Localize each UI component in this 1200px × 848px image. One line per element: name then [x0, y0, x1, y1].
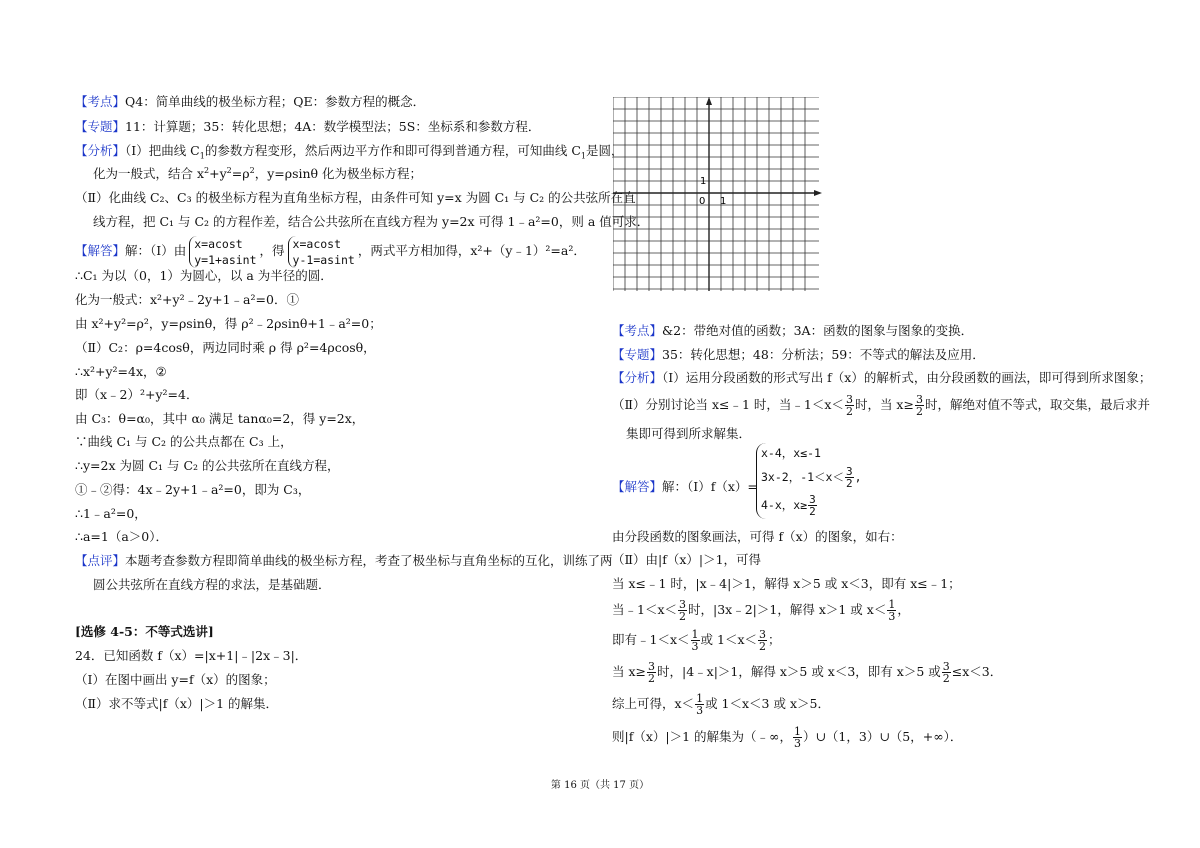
right-fenxi-2: （Ⅱ）分别讨论当 x≤﹣1 时，当﹣1＜x＜ $\frac{3}{2}$ 时，当 x≥ $\frac{3}{2}$ 时，解绝对值不等式，取交集，最后求并	[612, 393, 1150, 418]
param-system-1: x=acost y=1+asint	[189, 236, 256, 268]
left-fenxi-4: 线方程，把 C₁ 与 C₂ 的方程作差，结合公共弦所在直线方程为 y=2x 可得 1﹣a²=0，则 a 值可求．	[93, 214, 650, 229]
right-fenxi-1: 【分析】（Ⅰ）运用分段函数的形式写出 f（x）的解析式，由分段函数的画法，即可得到所求图象；	[612, 370, 1152, 385]
left-fenxi-1: 【分析】（Ⅰ）把曲线 $C_1$的参数方程变形，然后两边平方作和即可得到普通方程，可知曲线 $C_1$是圆，	[75, 143, 624, 161]
left-line-12: ∴a=1（a＞0）．	[75, 529, 168, 544]
x-tick-1: 1	[720, 196, 727, 207]
question-24: 24．已知函数 f（x）=|x+1|﹣|2x﹣3|．	[75, 648, 308, 663]
x-axis	[613, 190, 822, 196]
right-line-1: 由分段函数的图象画法，可得 f（x）的图象，如右：	[612, 529, 903, 544]
left-line-5: ∴x²+y²=4x，②	[75, 364, 167, 379]
right-line-5: 即有﹣1＜x＜ $\frac{1}{3}$ 或 1＜x＜ $\frac{3}{2}$ ；	[612, 628, 781, 653]
piecewise-case-3: 4-x，x≥ $\frac{3}{2}$	[761, 493, 816, 518]
grid-lines	[613, 97, 819, 291]
left-fenxi-3: （Ⅱ）化曲线 C₂、C₃ 的极坐标方程为直角坐标方程，由条件可知 y=x 为圆 C₁ 与 C₂ 的公共弦所在直	[75, 190, 636, 205]
left-line-11: ∴1﹣a²=0，	[75, 506, 147, 521]
question-24-part-2: （Ⅱ）求不等式|f（x）|＞1 的解集．	[75, 696, 279, 711]
coordinate-grid	[613, 97, 822, 291]
right-line-3: 当 x≤﹣1 时，|x﹣4|＞1，解得 x＞5 或 x＜3，即有 x≤﹣1；	[612, 576, 961, 591]
right-line-2: （Ⅱ）由|f（x）|＞1，可得	[612, 552, 762, 567]
right-line-6: 当 x≥ $\frac{3}{2}$ 时，|4﹣x|＞1，解得 x＞5 或 x＜3，即有 x＞5 或 $\frac{3}{2}$ ≤x＜3．	[612, 660, 1003, 685]
section-heading: [选修 4-5：不等式选讲]	[75, 624, 214, 639]
question-24-part-1: （Ⅰ）在图中画出 y=f（x）的图象；	[75, 672, 276, 687]
left-zhuanti: 【专题】11：计算题；35：转化思想；4A：数学模型法；5S：坐标系和参数方程．	[75, 119, 541, 134]
right-kaodian: 【考点】&2：带绝对值的函数；3A：函数的图象与图象的变换．	[612, 323, 974, 338]
right-zhuanti: 【专题】35：转化思想；48：分析法；59：不等式的解法及应用．	[612, 347, 985, 362]
left-line-4: （Ⅱ）C₂：ρ=4cosθ，两边同时乘 ρ 得 ρ²=4ρcosθ，	[75, 340, 376, 355]
right-line-4: 当﹣1＜x＜ $\frac{3}{2}$ 时，|3x﹣2|＞1，解得 x＞1 或 x＜ $\frac{1}{3}$ ，	[612, 598, 910, 623]
left-line-6: 即（x﹣2）²+y²=4．	[75, 387, 199, 402]
right-line-7: 综上可得，x＜ $\frac{1}{3}$ 或 1＜x＜3 或 x＞5．	[612, 692, 830, 717]
left-line-8: ∵曲线 C₁ 与 C₂ 的公共点都在 C₃ 上，	[75, 434, 293, 449]
left-jieda: 【解答】解：（Ⅰ）由 x=acost y=1+asint ，得 x=acost y-1=asint ，两式平方相加得，x²+（y﹣1）²=a²．	[75, 236, 586, 267]
right-line-8: 则|f（x）|＞1 的解集为（﹣∞， $\frac{1}{3}$ ）∪（1，3）∪（5，+∞）．	[612, 725, 963, 750]
y-axis	[706, 97, 712, 291]
page-footer: 第 16 页（共 17 页）	[550, 780, 650, 791]
left-kaodian: 【考点】Q4：简单曲线的极坐标方程；QE：参数方程的概念．	[75, 94, 426, 109]
left-line-10: ①﹣②得：4x﹣2y+1﹣a²=0，即为 C₃，	[75, 482, 311, 497]
left-line-3: 由 x²+y²=ρ²，y=ρsinθ，得 ρ²﹣2ρsinθ+1﹣a²=0；	[75, 316, 382, 331]
param-system-2: x=acost y-1=asint	[288, 236, 355, 268]
left-dianping: 【点评】本题考查参数方程即简单曲线的极坐标方程，考查了极坐标与直角坐标的互化，训练了两	[75, 553, 613, 568]
right-fenxi-3: 集即可得到所求解集．	[626, 426, 752, 441]
left-fenxi-2: 化为一般式，结合 $x^2+y^2=\rho^2$，y=ρsinθ 化为极坐标方程；	[93, 165, 423, 181]
left-line-7: 由 C₃：θ=α₀，其中 α₀ 满足 tanα₀=2，得 y=2x，	[75, 411, 365, 426]
right-jieda-label: 【解答】解：（Ⅰ）f（x）=	[612, 479, 758, 494]
piecewise-case-1: x-4，x≤-1	[761, 446, 821, 460]
left-line-1: ∴C₁ 为以（0，1）为圆心，以 a 为半径的圆．	[75, 268, 333, 283]
piecewise-function	[756, 443, 862, 519]
origin-label: 0	[699, 196, 706, 207]
left-dianping-2: 圆公共弦所在直线方程的求法，是基础题．	[93, 577, 331, 592]
y-tick-1: 1	[700, 176, 707, 187]
left-line-9: ∴y=2x 为圆 C₁ 与 C₂ 的公共弦所在直线方程，	[75, 458, 340, 473]
left-line-2: 化为一般式：x²+y²﹣2y+1﹣a²=0．①	[75, 292, 299, 307]
piecewise-case-2: 3x-2，-1＜x＜ $\frac{3}{2}$ ,	[761, 465, 862, 490]
